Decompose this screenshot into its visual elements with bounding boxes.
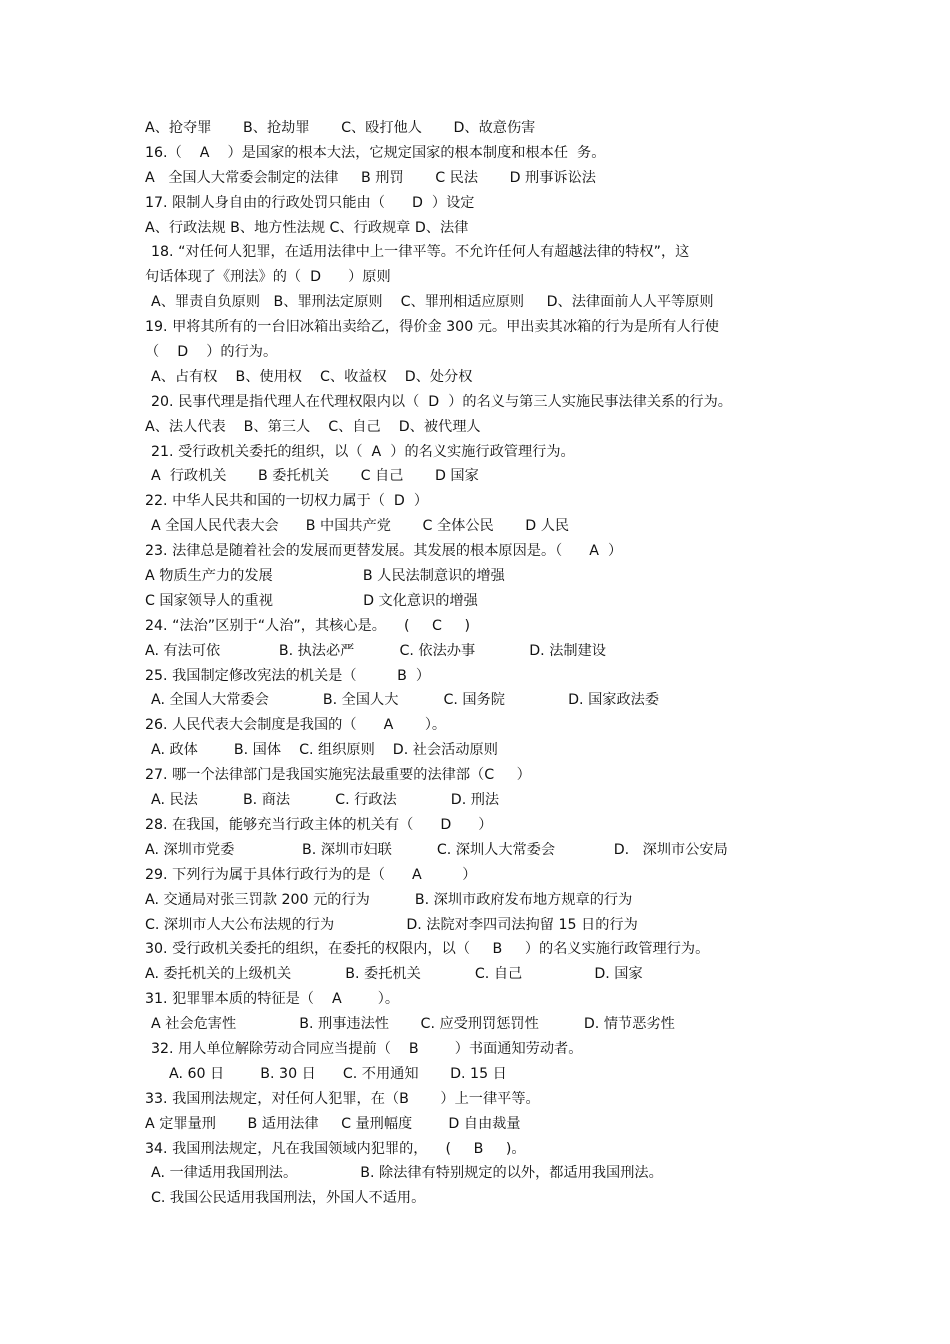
text-line: 24. “法治”区别于“人治”，其核心是。 ( C ) xyxy=(145,617,471,634)
text-line: C 国家领导人的重视 D 文化意识的增强 xyxy=(145,592,478,609)
text-line: A. 一律适用我国刑法。 B. 除法律有特别规定的以外，都适用我国刑法。 xyxy=(151,1165,663,1182)
text-line: 28. 在我国，能够充当行政主体的机关有（ D ） xyxy=(145,816,493,833)
text-line: 23. 法律总是随着社会的发展而更替发展。其发展的根本原因是。（ A ） xyxy=(145,543,623,560)
text-line: 29. 下列行为属于具体行政行为的是（ A ） xyxy=(145,866,477,883)
text-line: 27. 哪一个法律部门是我国实施宪法最重要的法律部（C ） xyxy=(145,767,531,784)
text-line: A、法人代表 B、第三人 C、自己 D、被代理人 xyxy=(145,418,481,435)
text-line: 32. 用人单位解除劳动合同应当提前（ B ）书面通知劳动者。 xyxy=(151,1040,583,1057)
text-line: C. 深圳市人大公布法规的行为 D. 法院对李四司法拘留 15 日的行为 xyxy=(145,916,638,933)
text-line: （ D ）的行为。 xyxy=(145,344,278,361)
text-line: A. 政体 B. 国体 C. 组织原则 D. 社会活动原则 xyxy=(151,742,498,759)
text-line: A 全国人民代表大会 B 中国共产党 C 全体公民 D 人民 xyxy=(151,518,570,535)
text-line: A、行政法规 B、地方性法规 C、行政规章 D、法律 xyxy=(145,219,469,236)
text-line: 句话体现了《刑法》的（ D ）原则 xyxy=(145,269,391,286)
text-line: A. 有法可依 B. 执法必严 C. 依法办事 D. 法制建设 xyxy=(145,642,606,659)
text-line: 18. “对任何人犯罪，在适用法律中上一律平等。不允许任何人有超越法律的特权”，这 xyxy=(151,244,690,261)
text-line: A. 60 日 B. 30 日 C. 不用通知 D. 15 日 xyxy=(169,1065,507,1082)
document-body xyxy=(145,116,825,1211)
text-line: A、占有权 B、使用权 C、收益权 D、处分权 xyxy=(151,368,473,385)
text-line: A 行政机关 B 委托机关 C 自己 D 国家 xyxy=(151,468,479,485)
text-line: C. 我国公民适用我国刑法，外国人不适用。 xyxy=(151,1190,426,1207)
text-line: 19. 甲将其所有的一台旧冰箱出卖给乙，得价金 300 元。甲出卖其冰箱的行为是所有人行使 xyxy=(145,319,719,336)
text-line: A. 全国人大常委会 B. 全国人大 C. 国务院 D. 国家政法委 xyxy=(151,692,660,709)
text-line: A、罪责自负原则 B、罪刑法定原则 C、罪刑相适应原则 D、法律面前人人平等原则 xyxy=(151,294,714,311)
text-line: 31. 犯罪罪本质的特征是（ A ）。 xyxy=(145,991,400,1008)
text-line: A、抢夺罪 B、抢劫罪 C、殴打他人 D、故意伤害 xyxy=(145,120,536,136)
text-line: 16.（ A ）是国家的根本大法，它规定国家的根本制度和根本任 务。 xyxy=(145,144,606,161)
text-line: 17. 限制人身自由的行政处罚只能由（ D ）设定 xyxy=(145,194,475,211)
text-line: 26. 人民代表大会制度是我国的（ A ）。 xyxy=(145,717,447,734)
text-line: 34. 我国刑法规定，凡在我国领域内犯罪的， ( B )。 xyxy=(145,1140,526,1157)
text-line: 25. 我国制定修改宪法的机关是（ B ） xyxy=(145,667,431,684)
text-line: A 社会危害性 B. 刑事违法性 C. 应受刑罚惩罚性 D. 情节恶劣性 xyxy=(151,1016,675,1033)
text-line: A 全国人大常委会制定的法律 B 刑罚 C 民法 D 刑事诉讼法 xyxy=(145,169,596,186)
text-line: 30. 受行政机关委托的组织，在委托的权限内，以（ B ）的名义实施行政管理行为。 xyxy=(145,941,710,958)
text-line: 20. 民事代理是指代理人在代理权限内以（ D ）的名义与第三人实施民事法律关系的行为。 xyxy=(151,393,732,410)
text-line: 21. 受行政机关委托的组织，以（ A ）的名义实施行政管理行为。 xyxy=(151,443,575,460)
text-line: A 物质生产力的发展 B 人民法制意识的增强 xyxy=(145,568,505,585)
text-line: A. 深圳市党委 B. 深圳市妇联 C. 深圳人大常委会 D. 深圳市公安局 xyxy=(145,841,728,858)
text-line: 22. 中华人民共和国的一切权力属于（ D ） xyxy=(145,493,429,510)
text-line: A 定罪量刑 B 适用法律 C 量刑幅度 D 自由裁量 xyxy=(145,1115,521,1132)
text-line: A. 民法 B. 商法 C. 行政法 D. 刑法 xyxy=(151,792,500,809)
text-line: 33. 我国刑法规定，对任何人犯罪，在（B ）上一律平等。 xyxy=(145,1090,540,1107)
text-line: A. 交通局对张三罚款 200 元的行为 B. 深圳市政府发布地方规章的行为 xyxy=(145,891,633,908)
text-line: A. 委托机关的上级机关 B. 委托机关 C. 自己 D. 国家 xyxy=(145,966,643,983)
